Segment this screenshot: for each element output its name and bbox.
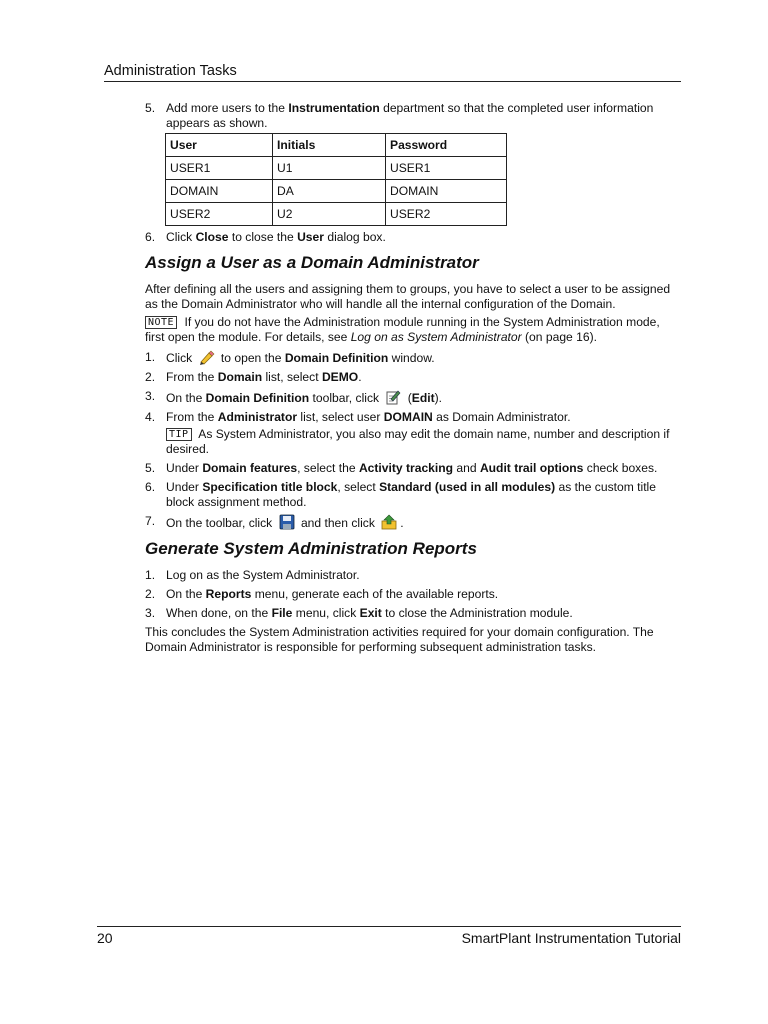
list-item: 3. When done, on the File menu, click Exit to close the Administration module. <box>145 606 573 620</box>
note-label: NOTE <box>145 316 177 329</box>
section-heading: Assign a User as a Domain Administrator <box>145 253 479 272</box>
save-icon <box>279 514 295 529</box>
document-title: SmartPlant Instrumentation Tutorial <box>461 930 681 946</box>
cross-reference-link[interactable]: Log on as System Administrator <box>350 330 522 344</box>
list-item: 5. Add more users to the Instrumentation department so that the completed user information appears as shown. <box>145 101 654 130</box>
list-item: 6. Click Close to close the User dialog box. <box>145 230 386 244</box>
table-row: USER1 U1 USER1 <box>166 157 507 180</box>
note-paragraph: NOTE If you do not have the Administration module running in the System Administration mode, first open the module. For details, see Log on as System Administrator (on page 16). <box>145 315 660 344</box>
list-item: 4. From the Administrator list, select user DOMAIN as Domain Administrator. TIP As System Administrator, you also may edit the domain name, number and description if desired. <box>145 410 680 457</box>
list-item: 1. Log on as the System Administrator. <box>145 568 360 582</box>
closing-paragraph: This concludes the System Administration activities required for your domain configuration. The Domain Administrator is responsible for performing subsequent administration tasks. <box>145 625 654 654</box>
list-item: 5. Under Domain features, select the Activity tracking and Audit trail options check boxes. <box>145 461 658 475</box>
list-item: 6. Under Specification title block, select Standard (used in all modules) as the custom title block assignment method. <box>145 480 656 509</box>
table-header-row: User Initials Password <box>166 134 507 157</box>
tip-paragraph: TIP As System Administrator, you also may edit the domain name, number and description if desired. <box>166 427 670 456</box>
new-domain-icon <box>199 350 215 365</box>
page-number: 20 <box>97 930 113 946</box>
list-item: 3. On the Domain Definition toolbar, click (Edit). <box>145 389 443 405</box>
list-item: 1. Click to open the Domain Definition window. <box>145 350 435 365</box>
list-item: 2. From the Domain list, select DEMO. <box>145 370 362 384</box>
tip-label: TIP <box>166 428 192 441</box>
section-intro: After defining all the users and assigning them to groups, you have to select a user to be assigned as the Domain Administrator who will handle all the internal configuration of the Domain. <box>145 282 671 311</box>
list-item: 2. On the Reports menu, generate each of the available reports. <box>145 587 499 601</box>
section-heading: Generate System Administration Reports <box>145 539 477 558</box>
document-body <box>145 101 680 658</box>
upload-icon <box>381 514 397 529</box>
header-title: Administration Tasks <box>104 63 237 79</box>
list-item: 7. On the toolbar, click and then click . <box>145 514 404 530</box>
user-table <box>165 133 507 226</box>
page-header <box>104 63 681 82</box>
table-row: DOMAIN DA DOMAIN <box>166 180 507 203</box>
edit-icon <box>385 389 401 404</box>
page-footer <box>97 926 681 946</box>
table-row: USER2 U2 USER2 <box>166 203 507 226</box>
